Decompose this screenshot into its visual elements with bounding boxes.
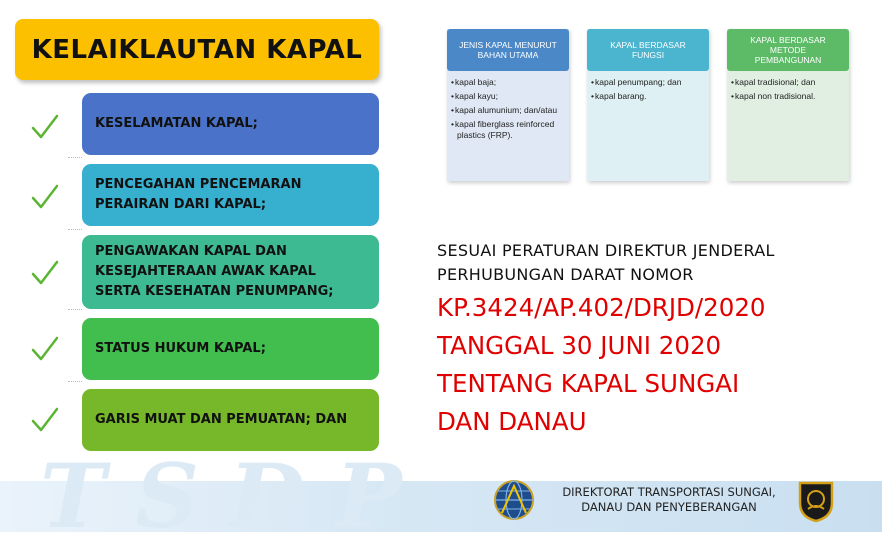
- card-header: [447, 29, 569, 71]
- card-body: [587, 71, 709, 181]
- page-title: KELAIKLAUTAN KAPAL: [31, 34, 363, 65]
- regulation-intro-line: SESUAI PERATURAN DIREKTUR JENDERAL: [437, 241, 775, 260]
- ministry-logo-icon: [492, 478, 536, 522]
- card-header: [727, 29, 849, 71]
- list-item-label: SERTA KESEHATAN PENUMPANG;: [95, 284, 334, 299]
- card-body: [727, 71, 849, 181]
- card-list-item: • kapal penumpang; dan: [591, 77, 705, 88]
- page-title-box: [15, 19, 379, 80]
- card-bahan-utama: [447, 29, 569, 181]
- list-item-pencegahan: [82, 164, 379, 226]
- emblem-icon: [796, 479, 836, 523]
- card-list-item: • kapal tradisional; dan: [731, 77, 845, 88]
- footer-organization-line: DANAU DAN PENYEBERANGAN: [581, 500, 757, 514]
- divider: [68, 381, 82, 382]
- card-body: [447, 71, 569, 181]
- card-list-item: • kapal fiberglass reinforced plastics (FRP).: [451, 119, 565, 141]
- checkmark-icon: [30, 405, 60, 435]
- regulation-date: TANGGAL 30 JUNI 2020: [437, 331, 722, 360]
- regulation-number: KP.3424/AP.402/DRJD/2020: [437, 293, 766, 322]
- list-item-label: PENCEGAHAN PENCEMARAN: [95, 177, 302, 192]
- footer-organization: [539, 485, 799, 515]
- card-header-line: KAPAL BERDASAR: [750, 35, 826, 45]
- card-header-line: FUNGSI: [631, 50, 665, 60]
- list-item-garis-muat: [82, 389, 379, 451]
- card-header-line: KAPAL BERDASAR: [610, 40, 686, 50]
- card-header-line: PEMBANGUNAN: [754, 55, 822, 65]
- regulation-subject: TENTANG KAPAL SUNGAI: [437, 369, 740, 398]
- checkmark-icon: [30, 112, 60, 142]
- card-list-item: • kapal baja;: [451, 77, 565, 88]
- card-header-line: METODE: [769, 45, 807, 55]
- card-header-line: JENIS KAPAL MENURUT: [459, 40, 557, 50]
- regulation-intro-line: PERHUBUNGAN DARAT NOMOR: [437, 265, 694, 284]
- list-item-pengawakan: [82, 235, 379, 309]
- list-item-label: STATUS HUKUM KAPAL;: [95, 341, 266, 356]
- divider: [68, 157, 82, 158]
- card-list-item: • kapal kayu;: [451, 91, 565, 102]
- checkmark-icon: [30, 258, 60, 288]
- regulation-intro: [437, 239, 857, 287]
- divider: [68, 229, 82, 230]
- watermark-text: TSDP: [40, 444, 432, 548]
- card-list-item: • kapal barang.: [591, 91, 705, 102]
- list-item-status-hukum: [82, 318, 379, 380]
- footer-organization-line: DIREKTORAT TRANSPORTASI SUNGAI,: [562, 485, 776, 499]
- list-item-label: KESELAMATAN KAPAL;: [95, 116, 258, 131]
- regulation-subject: DAN DANAU: [437, 407, 587, 436]
- regulation-reference: [437, 289, 877, 441]
- checkmark-icon: [30, 182, 60, 212]
- card-list-item: • kapal non tradisional.: [731, 91, 845, 102]
- card-list-item: • kapal alumunium; dan/atau: [451, 105, 565, 116]
- divider: [68, 309, 82, 310]
- card-fungsi: [587, 29, 709, 181]
- card-header-line: BAHAN UTAMA: [477, 50, 539, 60]
- card-header: [587, 29, 709, 71]
- list-item-label: PERAIRAN DARI KAPAL;: [95, 197, 267, 212]
- list-item-label: KESEJAHTERAAN AWAK KAPAL: [95, 264, 316, 279]
- checkmark-icon: [30, 334, 60, 364]
- list-item-label: GARIS MUAT DAN PEMUATAN; DAN: [95, 412, 348, 427]
- card-metode-pembangunan: [727, 29, 849, 181]
- list-item-label: PENGAWAKAN KAPAL DAN: [95, 244, 287, 259]
- list-item-keselamatan: [82, 93, 379, 155]
